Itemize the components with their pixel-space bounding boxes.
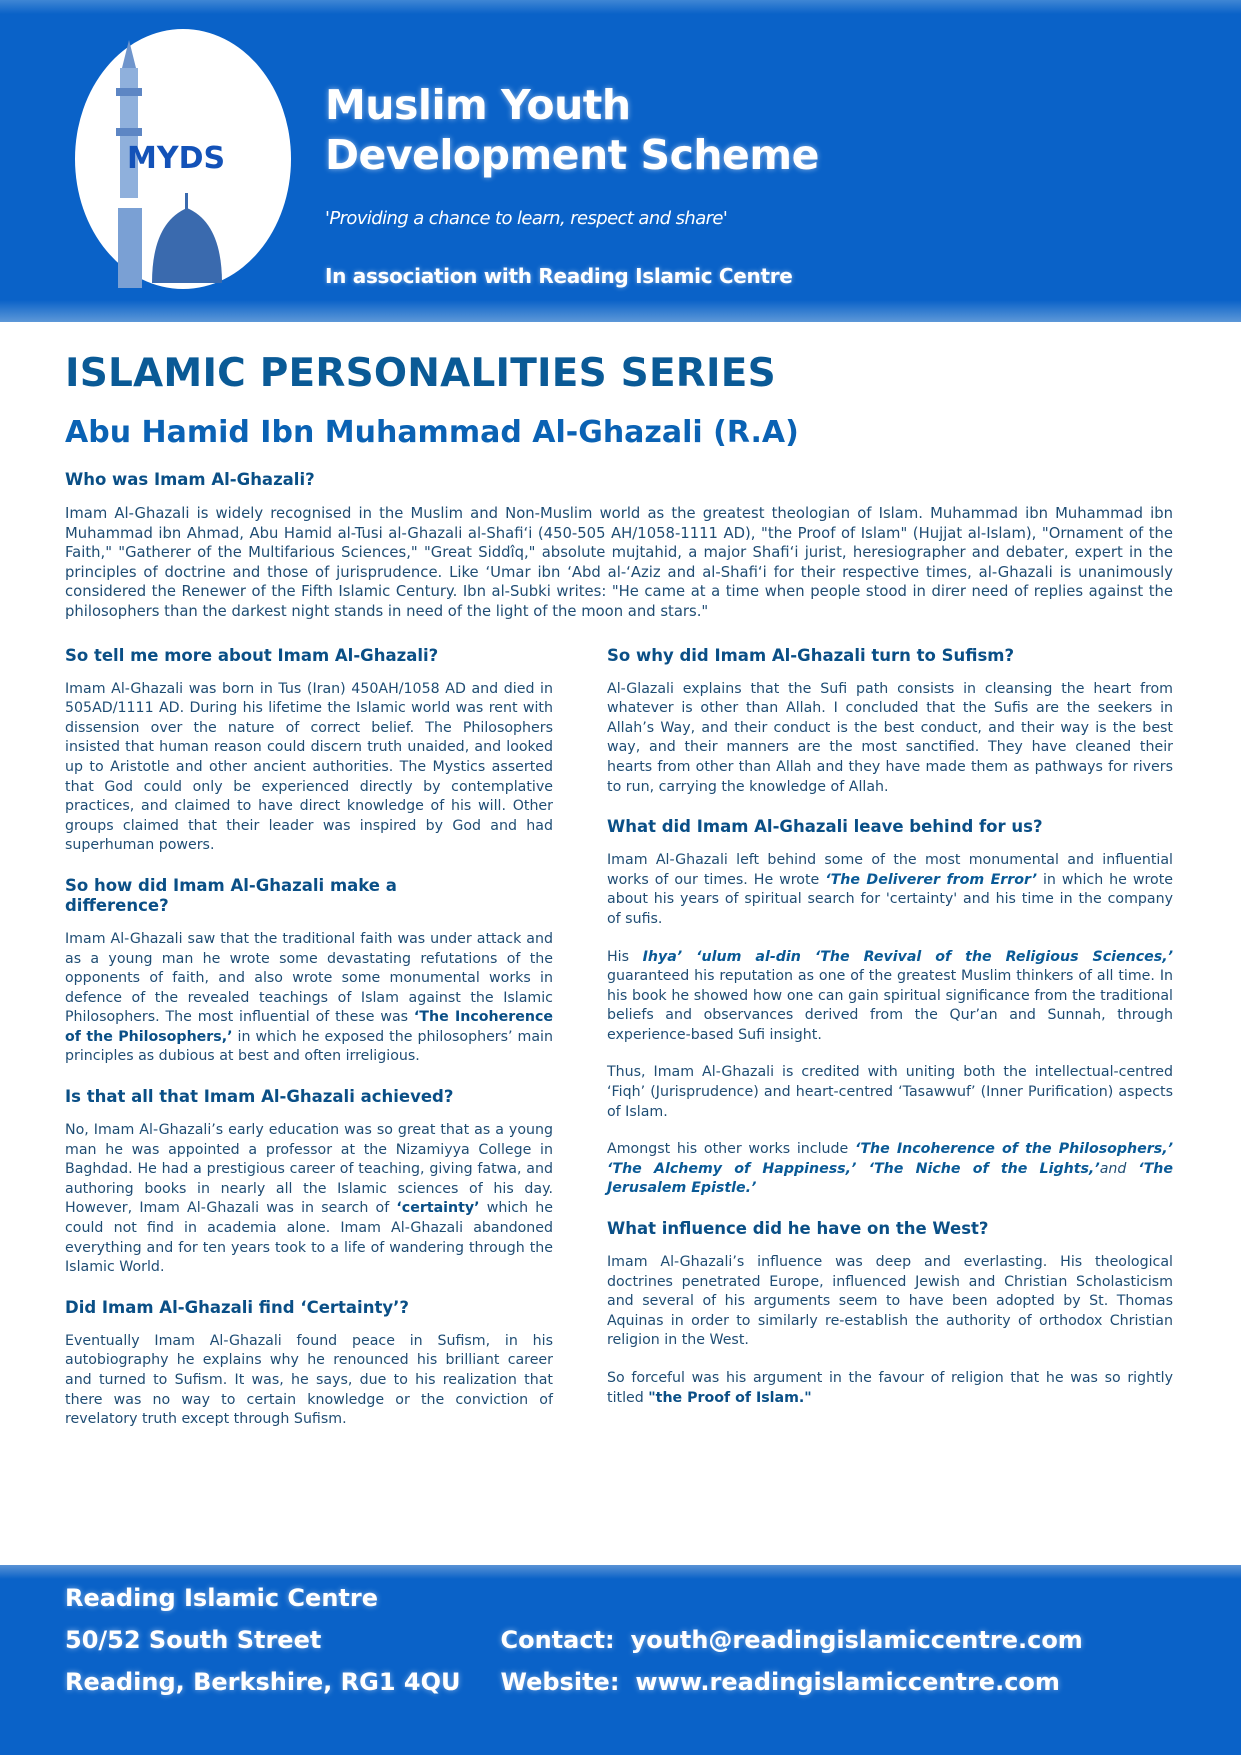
contact-label: Contact: <box>500 1626 615 1654</box>
section-tell-more <box>65 646 553 856</box>
paragraph <box>607 1369 1173 1408</box>
myds-logo <box>72 28 294 290</box>
website-label: Website: <box>500 1668 620 1696</box>
paragraph <box>607 680 1173 798</box>
section-achieved <box>65 1087 553 1278</box>
text-run: Al-Glazali explains that the Sufi path consists in cleansing the heart from whatever is other than Allah. I concluded that the Sufis are the seekers in Allah’s Way, and their conduct is the best conduct, and their way is the best way, and their manners are the most sanctified. They have cleaned their hearts from other than Allah and they have made them as pathways for rivers to run, carrying the knowledge of Allah. <box>607 680 1173 795</box>
left-column <box>65 646 553 1430</box>
footer-banner <box>0 1565 1241 1755</box>
footer-contact <box>500 1582 1082 1755</box>
two-column-body <box>65 646 1173 1430</box>
contact-email[interactable]: youth@readingislamiccentre.com <box>630 1626 1083 1654</box>
subject-title: Abu Hamid Ibn Muhammad Al-Ghazali (R.A) <box>65 415 799 450</box>
section-heading: Who was Imam Al-Ghazali? <box>65 470 315 489</box>
header-banner <box>0 0 1241 322</box>
org-title <box>325 80 819 180</box>
website-row <box>500 1666 1082 1698</box>
section-west <box>607 1219 1173 1408</box>
logo-text: MYDS <box>127 141 226 176</box>
paragraph <box>65 930 553 1067</box>
text-run: Imam Al-Ghazali saw that the traditional faith was under attack and as a young man he wrote some devastating refutations of the opponents of faith, and also wrote some monumental works in defence of the revealed teachings of Islam against the Islamic Philosophers. The most influential of these was <box>65 930 553 1026</box>
text-run: Imam Al-Ghazali was born in Tus (Iran) 450AH/1058 AD and died in 505AD/1111 AD. During his lifetime the Islamic world was rent with dissension over the nature of correct belief. The Philosophers insisted that human reason could discern truth unaided, and looked up to Aristotle and other ancient authorities. The Mystics asserted that God could only be experienced directly by contemplative practices, and claimed to have direct knowledge of his will. Other groups claimed that their leader was inspired by God and had superhuman powers. <box>65 680 553 854</box>
text-run: His <box>607 948 643 965</box>
emphasis-text: ‘The Incoherence of the Philosophers,’ ‘The Alchemy of Happiness,’ ‘The Niche of the Lights,’ <box>607 1141 1173 1177</box>
paragraph <box>65 680 553 856</box>
section-heading: What did Imam Al-Ghazali leave behind for us? <box>607 817 1043 837</box>
footer-street: 50/52 South Street <box>65 1626 322 1654</box>
text-run: Imam Al-Ghazali is widely recognised in the Muslim and Non-Muslim world as the greatest theologian of Islam. Muhammad ibn Muhammad ibn Muhammad ibn Ahmad, Abu Hamid al-Tusi al-Ghazali al-Shafi‘i (450-505 AH/1058-1111 AD), "the Proof of Islam" (Hujjat al-Islam), "Ornament of the Faith," "Gatherer of the Multifarious Sciences," "Great Siddîq," absolute mujtahid, a major Shafi‘i jurist, heresiographer and debater, expert in the principles of doctrine and those of jurisprudence. Like ‘Umar ibn ‘Abd al-‘Aziz and al-Shafi‘i for their respective times, al-Ghazali is unanimously considered the Renewer of the Fifth Islamic Century. Ibn al-Subki writes: "He came at a time when people stood in direr need of replies against the philosophers than the darkest night stands in need of the light of the moon and stars." <box>65 505 1173 620</box>
text-run: Eventually Imam Al-Ghazali found peace in Sufism, in his autobiography he explains why he renounced his brilliant career and turned to Sufism. It was, he says, due to his realization that there was no way to certain knowledge or the conviction of revelatory truth except through Sufism. <box>65 1332 553 1428</box>
title-line-2: Development Scheme <box>325 131 819 179</box>
text-run: Imam Al-Ghazali’s influence was deep and everlasting. His theological doctrines penetrated Europe, influenced Jewish and Christian Scholasticism and several of his arguments seem to have been adopted by St. Thomas Aquinas in order to similarly re-establish the authority of orthodox Christian religion in the West. <box>607 1254 1173 1349</box>
paragraph <box>65 1332 553 1430</box>
text-run: No, Imam Al-Ghazali’s early education was so great that as a young man he was appointed a professor at the Nizamiyya College in Baghdad. He had a prestigious career of teaching, giving fatwa, and authoring books in nearly all the Islamic sciences of his day. However, Imam Al-Ghazali was in search of <box>65 1122 553 1217</box>
section-heading: So how did Imam Al-Ghazali make a difference? <box>65 875 397 915</box>
text-run: Amongst his other works include <box>607 1141 855 1158</box>
paragraph <box>607 1253 1173 1351</box>
footer-address <box>65 1582 460 1755</box>
series-title: ISLAMIC PERSONALITIES SERIES <box>65 351 776 396</box>
paragraph <box>65 504 1173 622</box>
section-heading: So why did Imam Al-Ghazali turn to Sufism? <box>607 645 1015 665</box>
right-column <box>607 646 1173 1409</box>
text-run: which he could not find in academia alone. Imam Al-Ghazali abandoned everything and for ten years took to a life of wandering through the Islamic World. <box>65 1200 554 1276</box>
emphasis-text: ‘certainty’ <box>396 1200 480 1217</box>
paragraph <box>65 1121 553 1278</box>
paragraph <box>607 1140 1173 1199</box>
emphasis-text: ‘The Deliverer from Error’ <box>825 871 1037 888</box>
section-heading: Did Imam Al-Ghazali find ‘Certainty’? <box>65 1297 409 1317</box>
section-certainty <box>65 1298 553 1430</box>
section-heading: So tell me more about Imam Al-Ghazali? <box>65 645 439 665</box>
text-run: So forceful was his argument in the favour of religion that he was so rightly titled <box>607 1370 1173 1406</box>
emphasis-text: ‘The Incoherence of the Philosophers,’ <box>65 1009 553 1045</box>
text-run: guaranteed his reputation as one of the greatest Muslim thinkers of all time. In his book he showed how one can gain spiritual significance from the traditional beliefs and observances derived from the Qur’an and Sunnah, through experience-based Sufi insight. <box>607 968 1173 1043</box>
paragraph <box>607 1063 1173 1122</box>
emphasis-text: and <box>1099 1160 1139 1177</box>
emphasis-text: Ihya’ ‘ulum al-din ‘The Revival of the Religious Sciences,’ <box>642 948 1174 965</box>
intro-section <box>65 470 1173 622</box>
text-run: Imam Al-Ghazali left behind some of the most monumental and influential works of our times. He wrote <box>607 852 1173 888</box>
footer-org: Reading Islamic Centre <box>65 1584 378 1612</box>
title-line-1: Muslim Youth <box>325 81 631 129</box>
section-sufism <box>607 646 1173 798</box>
section-difference <box>65 876 553 1067</box>
website-link[interactable]: www.readingislamiccentre.com <box>635 1668 1060 1696</box>
emphasis-text: ‘The Jerusalem Epistle.’ <box>607 1160 1173 1197</box>
main-content <box>0 322 1241 1565</box>
contact-row <box>500 1624 1082 1656</box>
paragraph <box>607 948 1173 1046</box>
footer-city: Reading, Berkshire, RG1 4QU <box>65 1668 461 1696</box>
section-heading: What influence did he have on the West? <box>607 1219 989 1239</box>
text-run: in which he exposed the philosophers’ main principles as dubious at best and often irreligious. <box>65 1028 553 1065</box>
text-run: in which he wrote about his years of spiritual search for 'certainty' and his time in the company of sufis. <box>607 871 1173 927</box>
section-legacy <box>607 817 1173 1199</box>
tagline: 'Providing a chance to learn, respect and share' <box>325 208 728 229</box>
paragraph <box>607 851 1173 929</box>
emphasis-text: "the Proof of Islam." <box>648 1389 812 1406</box>
text-run: Thus, Imam Al-Ghazali is credited with uniting both the intellectual-centred ‘Fiqh’ (Jurisprudence) and heart-centred ‘Tasawwuf’ (Inner Purification) aspects of Islam. <box>607 1064 1173 1120</box>
section-heading: Is that all that Imam Al-Ghazali achieved? <box>65 1087 454 1107</box>
association: In association with Reading Islamic Centre <box>325 264 793 288</box>
